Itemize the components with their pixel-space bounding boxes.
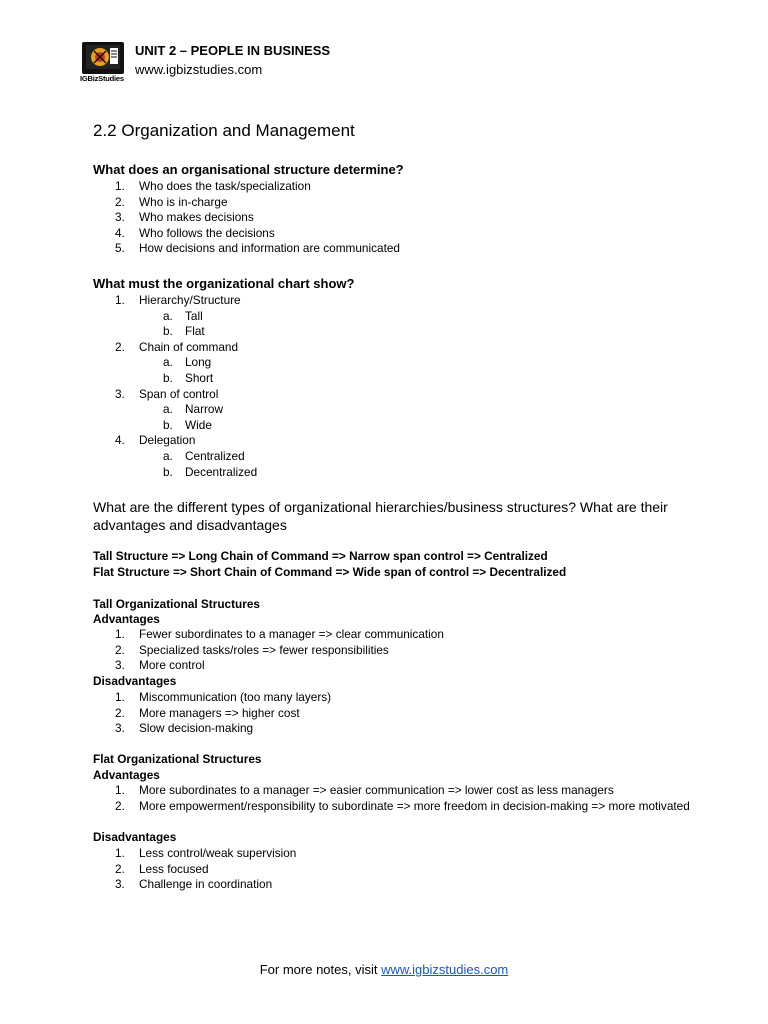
document-header bbox=[80, 40, 680, 88]
sub-list-item: b. Decentralized bbox=[163, 464, 258, 479]
tall-summary: Tall Structure => Long Chain of Command => Narrow span control => Centralized bbox=[93, 549, 548, 563]
q2-list bbox=[93, 293, 713, 480]
logo-text: IGBizStudies bbox=[80, 74, 124, 83]
footer-link[interactable]: www.igbizstudies.com bbox=[381, 962, 509, 977]
list-item: 5. How decisions and information are communicated bbox=[115, 241, 400, 256]
list-item: 2. Specialized tasks/roles => fewer responsibilities bbox=[115, 642, 389, 657]
list-item: 1. Hierarchy/Structure bbox=[115, 293, 241, 307]
footer bbox=[0, 962, 768, 977]
list-item: 2. More managers => higher cost bbox=[115, 705, 300, 720]
q2-heading: What must the organizational chart show? bbox=[93, 276, 355, 291]
list-item: 2. Chain of command bbox=[115, 339, 239, 354]
list-item: 3. Challenge in coordination bbox=[115, 877, 273, 892]
list-item: 4. Delegation bbox=[115, 433, 196, 448]
list-item: 2. More empowerment/responsibility to subordinate => more freedom in decision-making => more motivated bbox=[115, 798, 690, 813]
flat-advantages-list bbox=[93, 783, 713, 830]
flat-disadvantages-label: Disadvantages bbox=[93, 830, 177, 844]
flat-disadvantages-list bbox=[93, 846, 713, 893]
flat-advantages-label: Advantages bbox=[93, 768, 160, 782]
tall-disadvantages-label: Disadvantages bbox=[93, 674, 177, 688]
list-item: 1. Who does the task/specialization bbox=[115, 179, 311, 193]
sub-list-item: a. Tall bbox=[163, 308, 203, 323]
sub-list-item: b. Wide bbox=[163, 417, 212, 432]
q1-heading: What does an organisational structure determine? bbox=[93, 162, 404, 177]
list-item: 3. Slow decision-making bbox=[115, 721, 254, 736]
list-item: 1. Miscommunication (too many layers) bbox=[115, 690, 332, 704]
page-title: 2.2 Organization and Management bbox=[93, 121, 355, 140]
tall-advantages-label: Advantages bbox=[93, 612, 160, 626]
flat-heading: Flat Organizational Structures bbox=[93, 752, 262, 766]
footer-text: For more notes, visit bbox=[259, 962, 382, 977]
list-item: 1. More subordinates to a manager => easier communication => lower cost as less managers bbox=[115, 783, 614, 797]
sub-list-item: b. Short bbox=[163, 370, 214, 385]
tall-heading: Tall Organizational Structures bbox=[93, 597, 260, 611]
sub-list-item: a. Centralized bbox=[163, 448, 245, 463]
q1-list bbox=[93, 179, 713, 257]
unit-title: UNIT 2 – PEOPLE IN BUSINESS bbox=[135, 43, 331, 58]
list-item: 2. Less focused bbox=[115, 861, 209, 876]
tall-disadvantages-list bbox=[93, 690, 713, 737]
sub-list-item: b. Flat bbox=[163, 324, 205, 339]
list-item: 3. Span of control bbox=[115, 386, 219, 401]
sub-list-item: a. Long bbox=[163, 355, 212, 370]
flat-summary: Flat Structure => Short Chain of Command => Wide span of control => Decentralized bbox=[93, 565, 567, 579]
list-item: 4. Who follows the decisions bbox=[115, 225, 275, 240]
site-url: www.igbizstudies.com bbox=[135, 62, 263, 77]
list-item: 3. More control bbox=[115, 658, 205, 673]
list-item: 1. Less control/weak supervision bbox=[115, 846, 297, 860]
list-item: 3. Who makes decisions bbox=[115, 210, 254, 225]
tall-advantages-list bbox=[93, 627, 713, 674]
list-item: 1. Fewer subordinates to a manager => clear communication bbox=[115, 627, 444, 641]
list-item: 2. Who is in-charge bbox=[115, 194, 228, 209]
sub-list-item: a. Narrow bbox=[163, 402, 224, 417]
q3-heading: What are the different types of organizational hierarchies/business structures? What are their advantages and disadvantages bbox=[93, 499, 668, 533]
